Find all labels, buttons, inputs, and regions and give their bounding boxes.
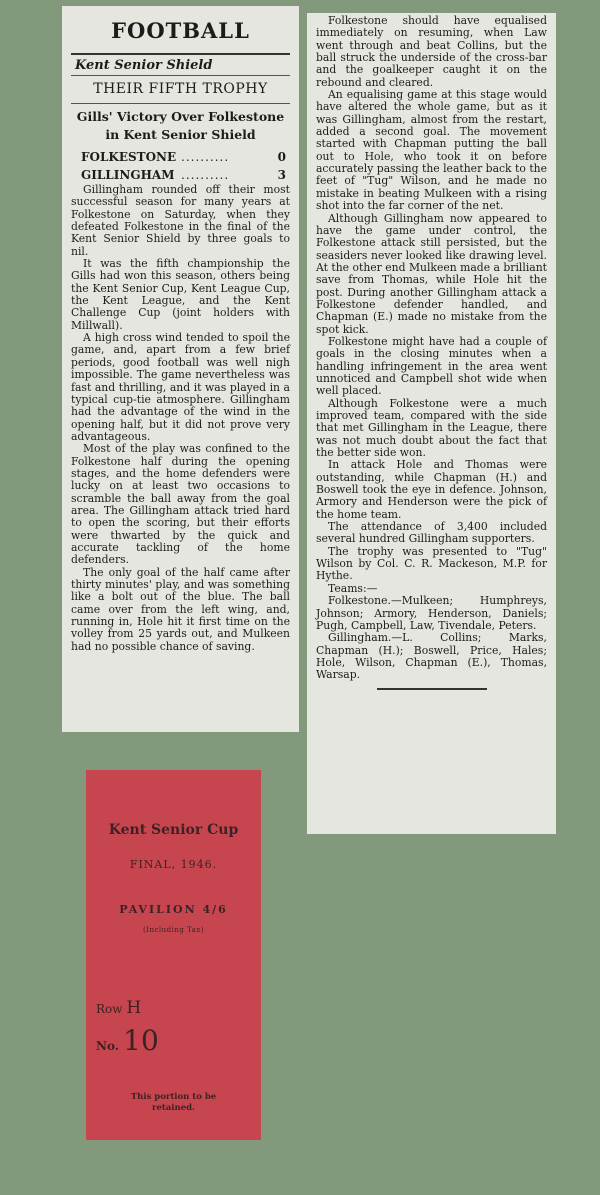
article-paragraph: Although Folkestone were a much improved team, compared with the side that met Gillingham in the League, there was not much doubt about the fact that the better side won. [316,396,547,460]
article-paragraph: Although Gillingham now appeared to have the game under control, the Folkestone attack still persisted, but the seasiders never looked like drawing level. At the other end Mulkeen made a brilliant save from Thomas, while Hole hit the post. During another Gillingham attack a Folkestone defender handled, and Chapman (E.) made no mistake from the spot kick. [316,211,548,336]
article-paragraph: It was the fifth championship the Gills had won this season, others being the Kent Senior Cup, Kent League Cup, the Kent League, and the Kent Challenge Cup (joint holders with Millwall). [71,257,290,332]
score-table [71,148,290,184]
article-paragraph: The trophy was presented to "Tug" Wilson by Col. C. R. Mackeson, M.P. for Hythe. [316,544,547,583]
ticket-row-value: H [126,998,142,1018]
teams-heading: Teams:— [328,581,378,595]
ticket-final: FINAL, 1946. [129,858,218,871]
article-headline [71,108,290,144]
team-goals: 3 [277,168,286,182]
masthead-title: FOOTBALL [111,18,250,43]
subhead: THEIR FIFTH TROPHY [93,81,268,97]
article-paragraph: The attendance of 3,400 included several hundred Gillingham supporters. [316,520,547,546]
retain-line: This portion to be [130,1092,217,1102]
divider [71,75,290,76]
headline-line: Gills' Victory Over Folkestone [76,109,285,124]
article-paragraph: The only goal of the half came after thirty minutes' play, and was something like a bolt out of the blue. The ball came over from the left wing, and, running in, Hole hit it first time on the volley from 25 yards out, and Mulkeen had no possible chance of saving. [71,565,290,653]
article-paragraph: Most of the play was confined to the Folkestone half during the opening stages, and the home defenders were lucky on at least two occasions to scramble the ball away from the goal area. The Gillingham attack tried hard to open the scoring, but their efforts were thwarted by the quick and accurate tackling of the home defenders. [71,442,290,567]
match-ticket [86,770,261,1140]
article-paragraph: An equalising game at this stage would have altered the whole game, but as it was Gillingham, almost from the restart, added a second goal. The movement started with Chapman putting the ball out to Hole, who took it on before accurately passing the leather back to the feet of "Tug" Wilson, and he made no mistake in beating Mulkeen with a rising shot into the far corner of the net. [316,88,547,213]
ticket-number [96,1024,159,1057]
article-paragraph: A high cross wind tended to spoil the game, and, apart from a few brief periods, good football was well nigh impossible. The game nevertheless was fast and thrilling, and it was played in a typical cup-tie atmosphere. Gillingham had the advantage of the wind in the opening half, but it did not prove very advantageous. [71,331,290,443]
team-lineup: Folkestone.—Mulkeen; Humphreys, Johnson; Armory, Henderson, Daniels; Pugh, Campbell, Law, Tivendale, Peters. [316,594,547,632]
ticket-title: Kent Senior Cup [108,822,239,838]
article-body-left [71,184,290,653]
article-paragraph: In attack Hole and Thomas were outstanding, while Chapman (H.) and Boswell took the eye in defence. Johnson, Armory and Henderson were the pick of the home team. [316,458,547,521]
score-row [71,166,290,184]
ticket-row [96,998,141,1018]
ticket-retain-note [86,1092,261,1114]
newspaper-clipping-left [62,6,299,732]
ticket-number-label: No. [96,1039,119,1053]
article-paragraph: Folkestone might have had a couple of goals in the closing minutes when a handling infringement in the area went unnoticed and Campbell shot wide when well placed. [316,334,547,398]
leader-dots: .......... [181,150,230,164]
article-paragraph: Folkestone should have equalised immediately on resuming, when Law went through and beat Collins, but the ball struck the underside of the cross-bar and the goalkeeper caught it on the rebound and cleared. [316,14,547,89]
headline-line: in Kent Senior Shield [105,127,256,142]
retain-line: retained. [151,1103,196,1113]
article-paragraph: Gillingham rounded off their most successful season for many years at Folkestone on Saturday, when they defeated Folkestone in the final of the Kent Senior Shield by three goals to nil. [71,183,290,258]
divider [71,53,290,55]
team-name: GILLINGHAM [81,168,175,182]
team-goals: 0 [277,150,286,164]
divider [71,103,290,104]
team-name: FOLKESTONE [81,150,177,164]
kicker-label: Kent Senior Shield [75,58,213,73]
ticket-number-value: 10 [123,1024,159,1057]
team-lineup: Gillingham.—L. Collins; Marks, Chapman (H.); Boswell, Price, Hales; Hole, Wilson, Chapman (E.), Thomas, Warsap. [316,631,547,682]
newspaper-clipping-right [307,13,556,834]
ticket-row-label: Row [96,1002,123,1016]
score-row [71,148,290,166]
leader-dots: .......... [181,168,230,182]
ticket-pavilion-price: PAVILION 4/6 [119,903,228,916]
end-rule [377,688,487,690]
ticket-tax-note: (Including Tax) [142,926,205,934]
